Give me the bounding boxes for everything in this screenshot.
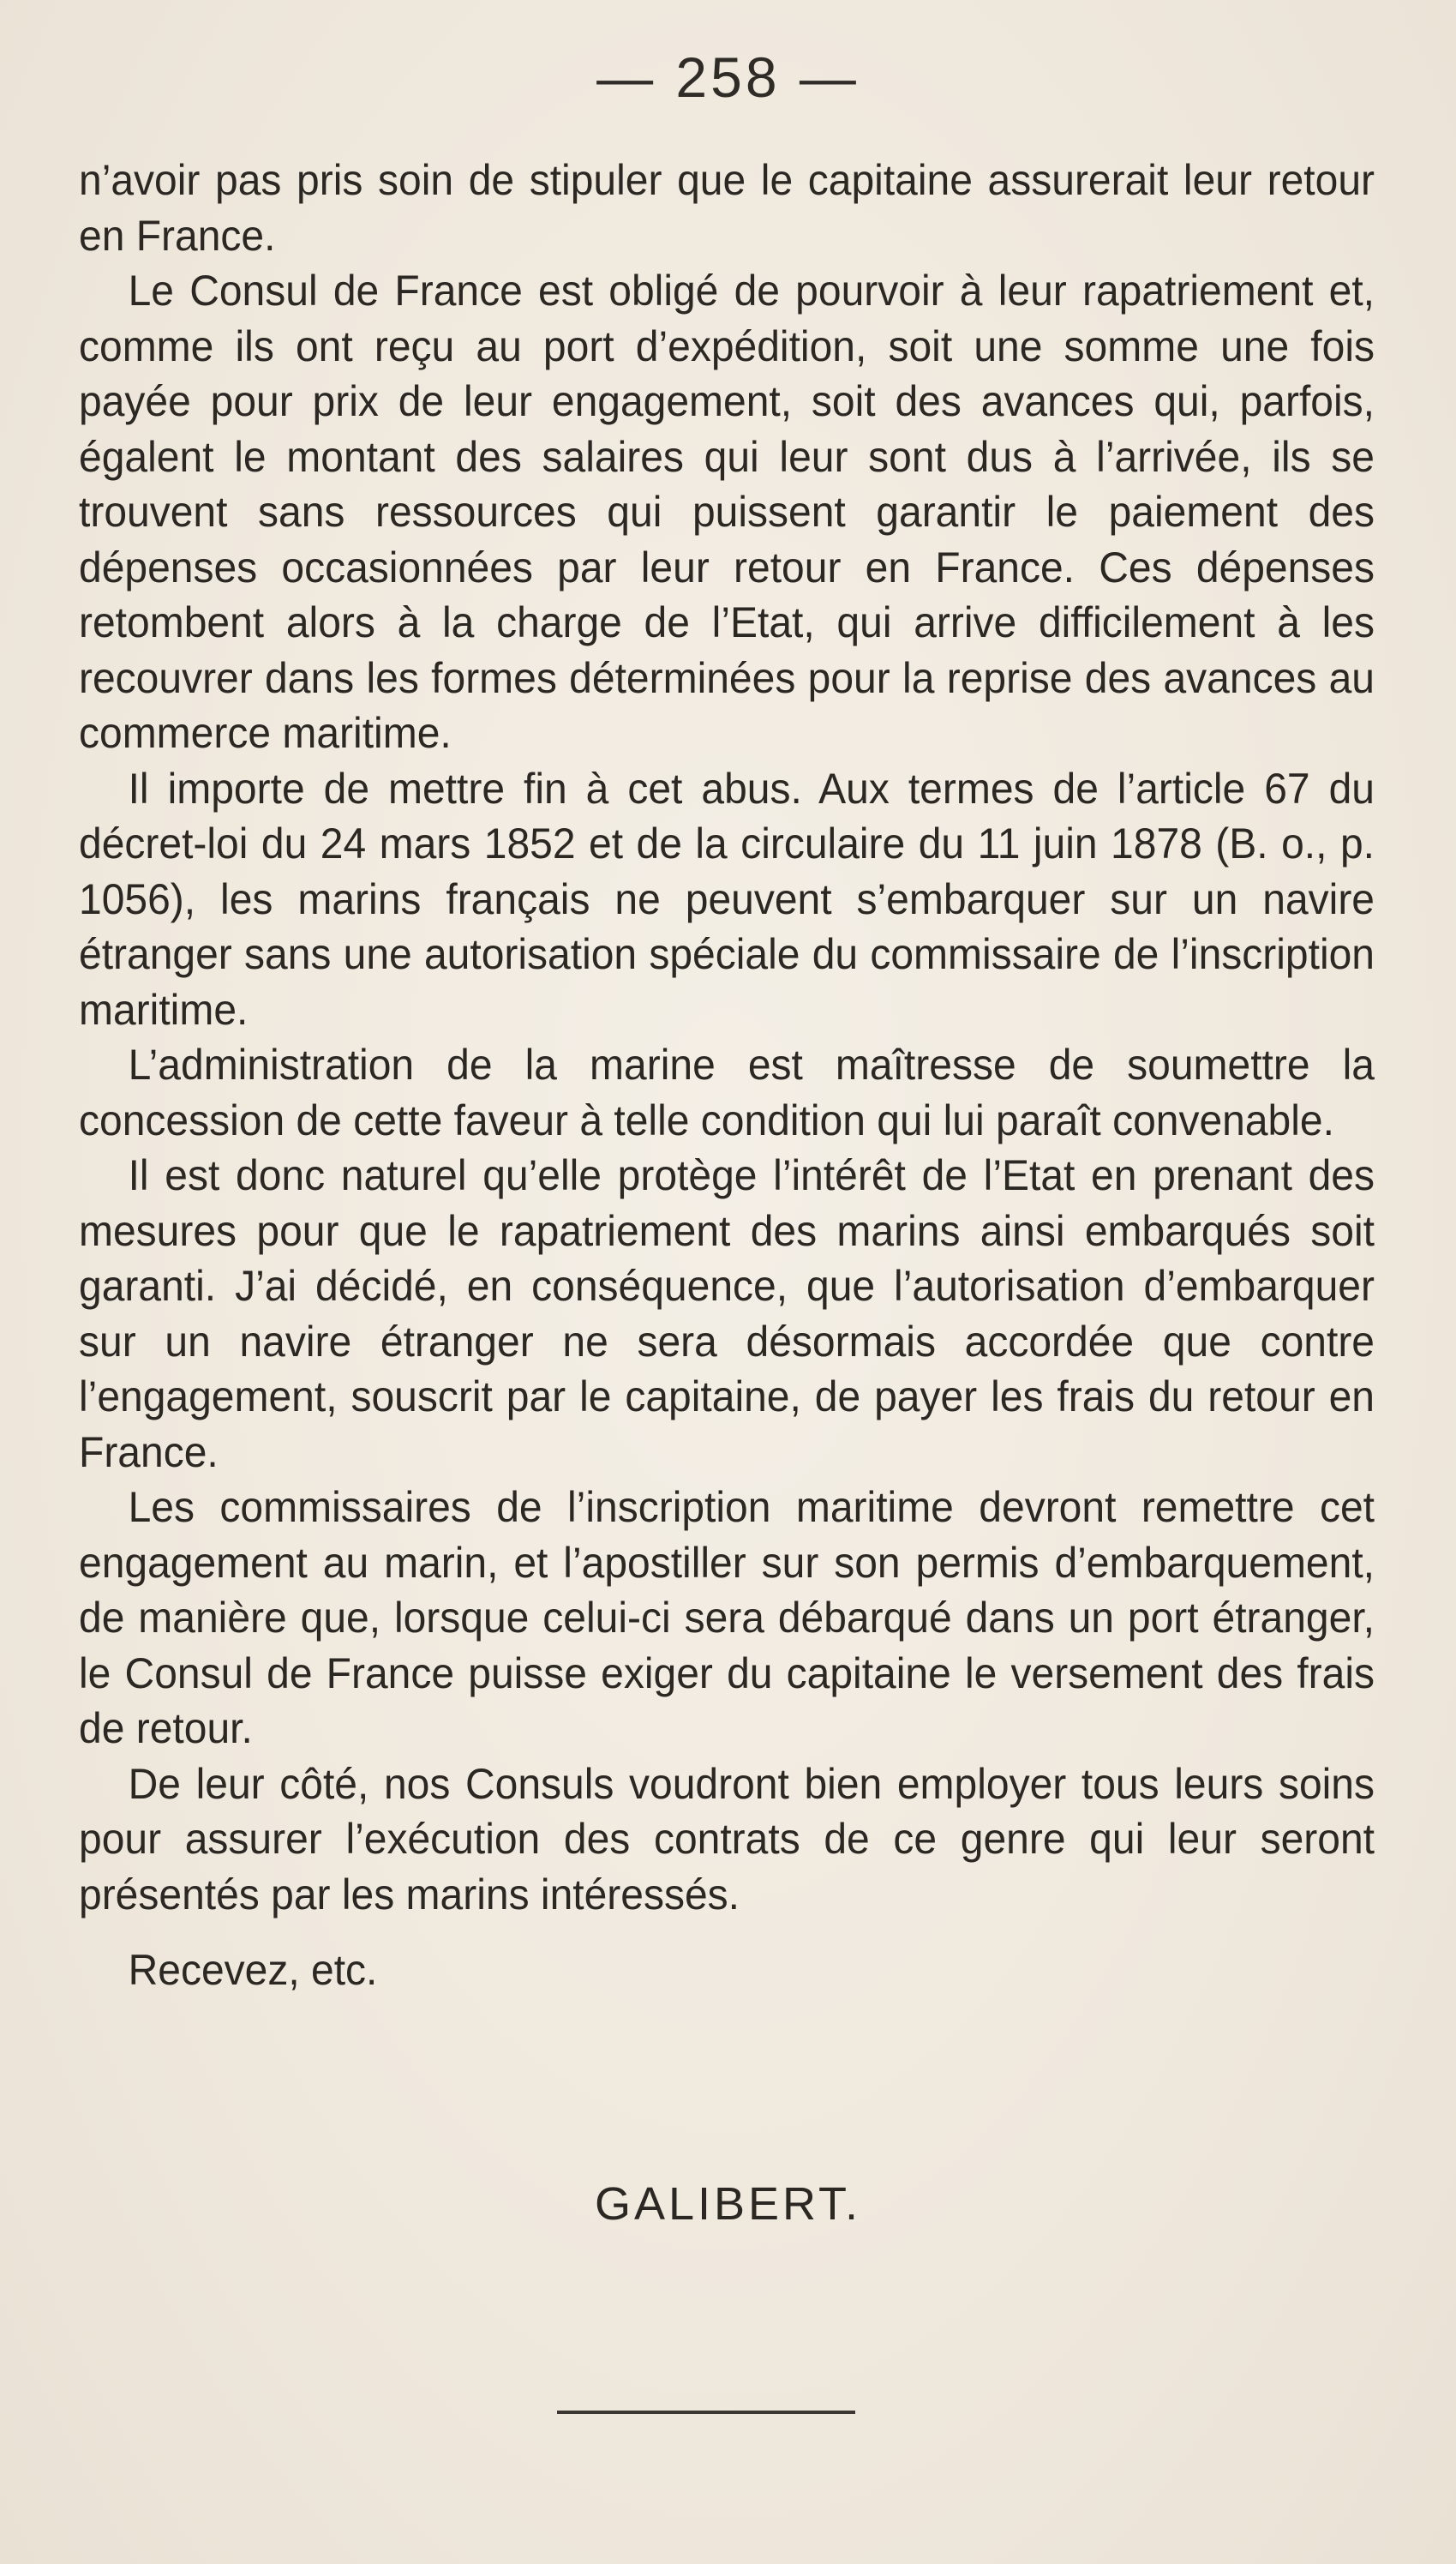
end-rule <box>557 2411 855 2414</box>
closing-formula: Recevez, etc. <box>128 1946 378 1994</box>
paragraph-7: De leur côté, nos Consuls voudront bien employer tous leurs soins pour assurer l’exécution des contrats de ce genre qui leur seront présentés par les marins intéressés. <box>79 1759 1375 1918</box>
paragraph-3: Il importe de mettre fin à cet abus. Aux termes de l’article 67 du décret-loi du 24 mars 1852 et de la circulaire du 11 juin 1878 (B. o., p. 1056), les marins français ne peuvent s’embarquer sur un navire étranger sans une autorisation spéciale du commissaire de l’inscription maritime. <box>79 764 1375 1034</box>
paragraph-2: Le Consul de France est obligé de pourvoir à leur rapatriement et, comme ils ont reçu au port d’expédition, soit une somme une fois payée pour prix de leur engagement, soit des avances qui, parfois, égalent le montant des salaires qui leur sont dus à l’arrivée, ils se trouvent sans ressources qui puissent garantir le paiement des dépenses occasionnées par leur retour en France. Ces dépenses retombent alors à la charge de l’Etat, qui arrive difficilement à les recouvrer dans les formes déterminées pour la reprise des avances au commerce maritime. <box>79 267 1375 757</box>
signature: GALIBERT. <box>594 2178 862 2230</box>
paragraph-1: n’avoir pas pris soin de stipuler que le capitaine assurerait leur retour en France. <box>79 156 1375 260</box>
paragraph-6: Les commissaires de l’inscription maritime devront remettre cet engagement au marin, et l’apostiller sur son permis d’embarquement, de manière que, lorsque celui-ci sera débarqué dans un port étranger, le Consul de France puisse exiger du capitaine le versement des frais de retour. <box>79 1483 1375 1752</box>
page-number: — 258 — <box>596 45 860 109</box>
paragraph-5: Il est donc naturel qu’elle protège l’intérêt de l’Etat en prenant des mesures pour que le rapatriement des marins ainsi embarqués soit garanti. J’ai décidé, en conséquence, que l’autorisation d’embarquer sur un navire étranger ne sera désormais accordée que contre l’engagement, souscrit par le capitaine, de payer les frais du retour en France. <box>79 1151 1375 1476</box>
paragraph-4: L’administration de la marine est maîtresse de soumettre la concession de cette faveur à telle condition qui lui paraît convenable. <box>79 1041 1375 1144</box>
letter-body <box>79 153 1375 1998</box>
